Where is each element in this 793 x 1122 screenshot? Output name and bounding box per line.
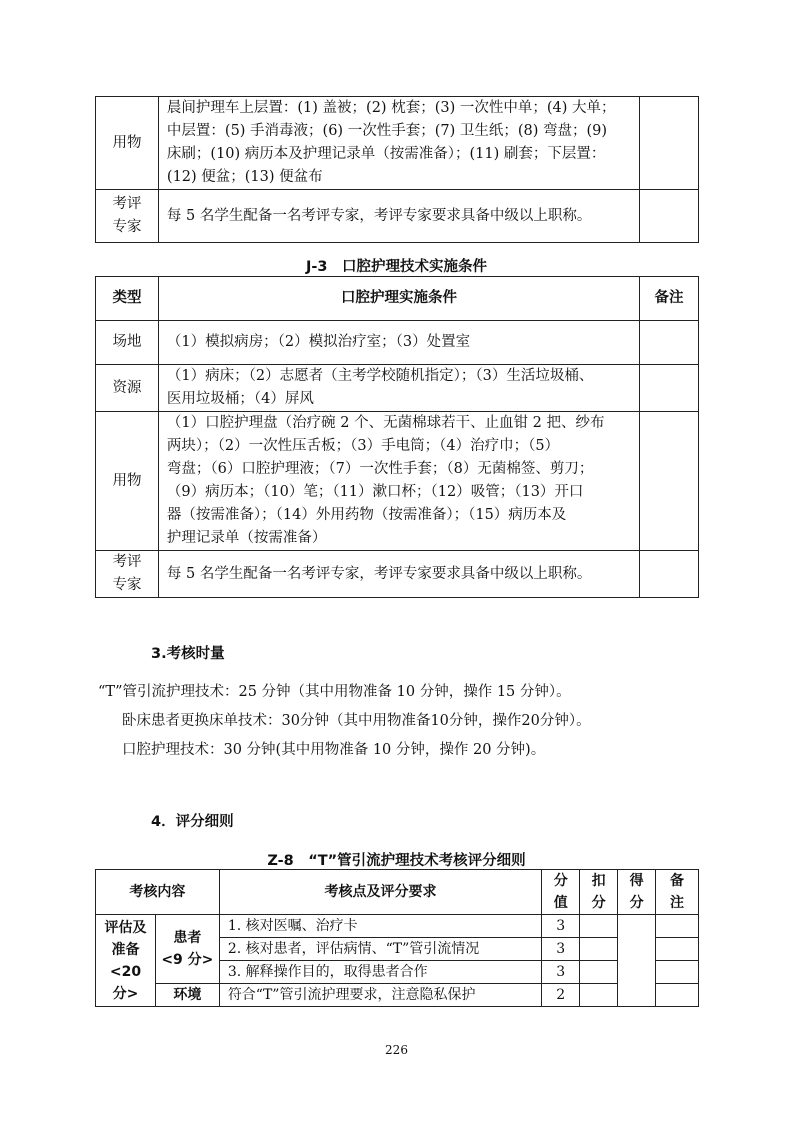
column-header: 备注: [640, 277, 699, 321]
score-cell: 2: [542, 984, 580, 1007]
deduct-cell: [580, 938, 618, 961]
table-row: [96, 97, 699, 190]
table-row: [96, 190, 699, 243]
subgroup-cell-patient: 患者 <9 分>: [155, 915, 219, 984]
remark-cell: [656, 938, 699, 961]
content-line: （1）口腔护理盘（治疗碗 2 个、无菌棉球若干、止血钳 2 把、纱布: [166, 415, 605, 431]
type-cell: 用物: [96, 412, 159, 551]
content-line: 医用垃圾桶；（4）屏风: [166, 391, 314, 407]
column-header: 考核内容: [96, 870, 220, 915]
content-line: (12) 便盆；(13) 便盆布: [166, 169, 323, 185]
criteria-cell: 3. 解释操作目的，取得患者合作: [219, 961, 541, 984]
deduct-cell: [580, 984, 618, 1007]
content-line: 两块）；（2）一次性压舌板；（3）手电筒；（4）治疗巾；（5）: [166, 438, 560, 454]
column-header: 类型: [96, 277, 159, 321]
column-header: 考核点及评分要求: [219, 870, 541, 915]
score-cell: 3: [542, 961, 580, 984]
remark-cell: [640, 97, 699, 190]
content-line: 中层置：(5) 手消毒液；(6) 一次性手套；(7) 卫生纸；(8) 弯盘；(9): [166, 123, 608, 139]
table-header-row: [96, 277, 699, 321]
content-cell: [158, 97, 639, 190]
table-caption-z8: Z-8 “T”管引流护理技术考核评分细则: [267, 853, 526, 869]
column-header: 口腔护理实施条件: [158, 277, 639, 321]
content-cell: 每 5 名学生配备一名考评专家，考评专家要求具备中级以上职称。: [158, 551, 639, 598]
type-cell: 用物: [96, 97, 159, 190]
section-heading-scoring: 4．评分细则: [151, 814, 234, 830]
paragraph-line: 口腔护理技术：30 分钟(其中用物准备 10 分钟，操作 20 分钟)。: [122, 742, 546, 758]
paragraph-line: “T”管引流护理技术：25 分钟（其中用物准备 10 分钟，操作 15 分钟）。: [98, 684, 571, 700]
table-row: [96, 984, 699, 1007]
remark-cell: [656, 961, 699, 984]
content-line: 晨间护理车上层置：(1) 盖被；(2) 枕套；(3) 一次性中单；(4) 大单；: [166, 100, 616, 116]
subgroup-cell-environment: 环境: [155, 984, 219, 1007]
table-row: [96, 365, 699, 412]
table-t-tube-scoring: [95, 869, 699, 1007]
content-cell: 每 5 名学生配备一名考评专家，考评专家要求具备中级以上职称。: [158, 190, 639, 243]
content-cell: [158, 412, 639, 551]
column-header: 扣 分: [580, 870, 618, 915]
remark-cell: [640, 190, 699, 243]
column-header: 分 值: [542, 870, 580, 915]
column-header: 得 分: [618, 870, 656, 915]
criteria-cell: 2. 核对患者，评估病情、“T”管引流情况: [219, 938, 541, 961]
group-cell-assessment: 评估及 准备 <20 分>: [96, 915, 156, 1007]
table-row: [96, 321, 699, 365]
content-line: 床刷；(10) 病历本及护理记录单（按需准备）；(11) 刷套；下层置：: [166, 146, 606, 162]
remark-cell: [640, 321, 699, 365]
content-line: （9）病历本；（10）笔；（11）漱口杯；（12）吸管；（13）开口: [166, 484, 584, 500]
get-score-cell: [618, 915, 656, 1007]
paragraph-line: 卧床患者更换床单技术：30分钟（其中用物准备10分钟，操作20分钟）。: [122, 713, 591, 729]
type-cell: 考评 专家: [96, 551, 159, 598]
remark-cell: [656, 915, 699, 938]
remark-cell: [640, 551, 699, 598]
table-row: [96, 412, 699, 551]
remark-cell: [656, 984, 699, 1007]
deduct-cell: [580, 961, 618, 984]
table-row: [96, 915, 699, 938]
deduct-cell: [580, 915, 618, 938]
content-cell: [158, 365, 639, 412]
table-row: [96, 551, 699, 598]
remark-cell: [640, 412, 699, 551]
score-cell: 3: [542, 938, 580, 961]
table-header-row: [96, 870, 699, 915]
content-line: 护理记录单（按需准备）: [166, 530, 327, 546]
content-line: （1）病床；（2）志愿者（主考学校随机指定）；（3）生活垃圾桶、: [166, 368, 594, 384]
table-caption-j3: J-3 口腔护理技术实施条件: [305, 259, 487, 275]
section-heading-exam-time: 3.考核时量: [151, 646, 225, 662]
table-bed-care-conditions: [95, 96, 699, 243]
criteria-cell: 符合“T”管引流护理要求，注意隐私保护: [219, 984, 541, 1007]
remark-cell: [640, 365, 699, 412]
content-line: 器（按需准备）；（14）外用药物（按需准备）；（15）病历本及: [166, 507, 567, 523]
column-header: 备 注: [656, 870, 699, 915]
type-cell: 场地: [96, 321, 159, 365]
page-number: 226: [385, 1043, 408, 1057]
content-cell: （1）模拟病房；（2）模拟治疗室；（3）处置室: [158, 321, 639, 365]
type-cell: 资源: [96, 365, 159, 412]
content-line: 弯盘；（6）口腔护理液；（7）一次性手套；（8）无菌棉签、剪刀；: [166, 461, 594, 477]
criteria-cell: 1. 核对医嘱、治疗卡: [219, 915, 541, 938]
type-cell: 考评 专家: [96, 190, 159, 243]
score-cell: 3: [542, 915, 580, 938]
table-oral-care-conditions: [95, 276, 699, 598]
